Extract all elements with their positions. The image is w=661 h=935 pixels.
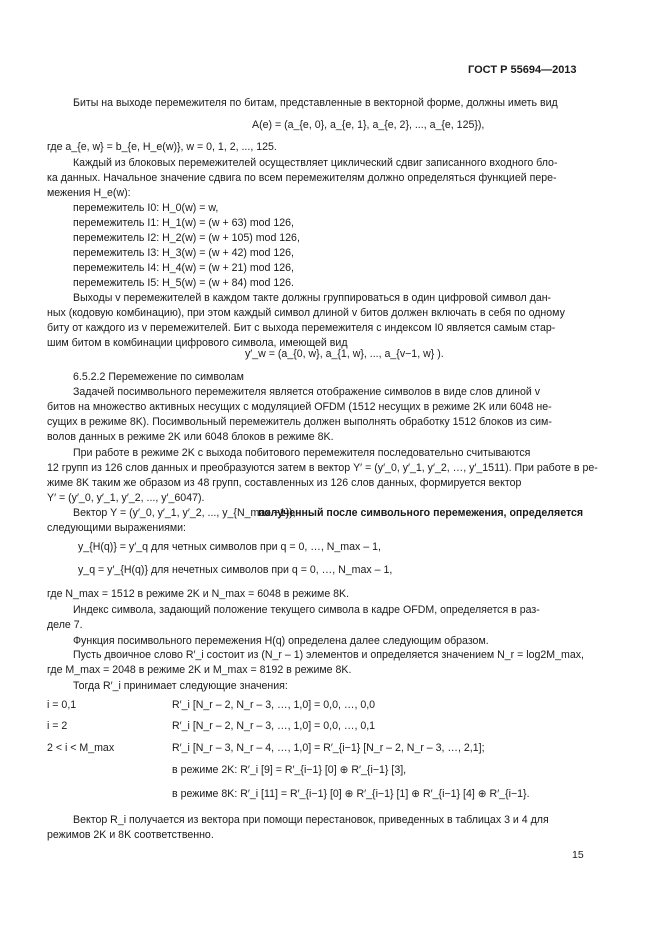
equation-a-vector: A(e) = (a_{e, 0}, a_{e, 1}, a_{e, 2}, ..., a_{e, 125}), (252, 119, 485, 131)
paragraph-2k-mode-2: 12 групп из 126 слов данных и преобразуются затем в вектор Y′ = (y′_0, y′_1, y′_2, …, y′_1511). При работе в ре- (47, 462, 598, 474)
paragraph-outputs-1: Выходы v перемежителей в каждом такте должны группироваться в один цифровой символ дан- (73, 292, 552, 304)
where-nmax-definition: где N_max = 1512 в режиме 2K и N_max = 6048 в режиме 8K. (47, 588, 350, 600)
value-i-2: R′_i [N_r – 2, N_r – 3, …, 1,0] = 0,0, …, 0,1 (172, 720, 376, 732)
paragraph-block-interleavers-3: межения H_e(w): (47, 187, 131, 199)
paragraph-ri-values: Тогда R′_i принимает следующие значения: (73, 680, 288, 692)
paragraph-symbol-index-1: Индекс символа, задающий положение текущего символа в кадре OFDM, определяется в раз- (73, 604, 540, 616)
paragraph-2k-mode-4: Y′ = (y′_0, y′_1, y′_2, ..., y′_6047). (47, 492, 205, 504)
value-i-general: R′_i [N_r – 3, N_r – 4, …, 1,0] = R′_{i−1} [N_r – 2, N_r – 3, …, 2,1]; (172, 742, 485, 754)
paragraph-symbol-interleaver-2: битов на множество активных несущих с модуляцией OFDM (1512 несущих в режиме 2K или 6048 не- (47, 401, 552, 413)
paragraph-outputs-3: биту от каждого из v перемежителей. Бит с выхода перемежителя с индексом I0 является самым стар- (47, 322, 556, 334)
interleaver-i3: перемежитель I3: H_3(w) = (w + 42) mod 126, (73, 247, 294, 259)
paragraph-2k-mode-3: жиме 8K таким же образом из 48 групп, составленных из 126 слов данных, формируется вектор (47, 477, 522, 489)
paragraph-symbol-interleaver-4: волов данных в режиме 2K или 6048 блоков в режиме 8K. (47, 431, 334, 443)
paragraph-outputs-2: ных (кодовую комбинацию), при этом каждый символ длиной v битов должен включать в себя по одному (47, 307, 565, 319)
where-a-definition: где a_{e, w} = b_{e, H_e(w)}, w = 0, 1, 2, ..., 125. (47, 141, 277, 153)
equation-odd-symbols: y_q = y′_{H(q)} для нечетных символов при q = 0, …, N_max – 1, (78, 564, 393, 576)
document-header: ГОСТ Р 55694—2013 (468, 64, 577, 76)
page-number: 15 (572, 849, 584, 861)
vector-y-description: полученный после символьного перемежения, определяется (258, 507, 584, 519)
paragraph-binary-word-2: где M_max = 2048 в режиме 2K и M_max = 8192 в режиме 8K. (47, 664, 352, 676)
interleaver-i2: перемежитель I2: H_2(w) = (w + 105) mod 126, (73, 232, 300, 244)
paragraph-bits-output: Биты на выходе перемежителя по битам, представленные в векторной форме, должны иметь вид (73, 97, 558, 109)
interleaver-i0: перемежитель I0: H_0(w) = w, (73, 202, 219, 214)
paragraph-block-interleavers-1: Каждый из блоковых перемежителей осуществляет циклический сдвиг записанного входного бло- (73, 157, 558, 169)
section-heading-6-5-2-2: 6.5.2.2 Перемежение по символам (73, 371, 244, 383)
equation-even-symbols: y_{H(q)} = y′_q для четных символов при q = 0, …, N_max – 1, (78, 541, 381, 553)
condition-i-2: i = 2 (47, 720, 68, 732)
paragraph-symbol-interleaver-3: сущих в режиме 8K). Посимвольный перемежитель должен выполнять обработку 1512 блоков из сим- (47, 416, 552, 428)
paragraph-function-hq: Функция посимвольного перемежения H(q) определена далее следующим образом. (73, 635, 489, 647)
paragraph-2k-mode-1: При работе в режиме 2K с выхода побитового перемежителя последовательно считываются (73, 447, 531, 459)
paragraph-vector-ri-2: режимов 2K и 8K соответственно. (47, 829, 214, 841)
value-mode-8k: в режиме 8K: R′_i [11] = R′_{i−1} [0] ⊕ R′_{i−1} [1] ⊕ R′_{i−1} [4] ⊕ R′_{i−1}. (172, 788, 530, 800)
paragraph-symbol-interleaver-1: Задачей посимвольного перемежителя является отображение символов в виде слов длиной v (73, 386, 541, 398)
interleaver-i1: перемежитель I1: H_1(w) = (w + 63) mod 126, (73, 217, 294, 229)
paragraph-binary-word-1: Пусть двоичное слово R′_i состоит из (N_r – 1) элементов и определяется значением N_r = log2M_max, (73, 649, 584, 661)
paragraph-outputs-4: шим битом в комбинации цифрового символа, имеющей вид (47, 337, 348, 349)
paragraph-vector-ri-1: Вектор R_i получается из вектора при помощи перестановок, приведенных в таблицах 3 и 4 для (73, 814, 549, 826)
equation-y-word: y′_w = (a_{0, w}, a_{1, w}, ..., a_{v−1, w} ). (245, 348, 444, 360)
value-mode-2k: в режиме 2K: R′_i [9] = R′_{i−1} [0] ⊕ R′_{i−1} [3], (172, 764, 407, 776)
condition-i-0-1: i = 0,1 (47, 699, 77, 711)
interleaver-i5: перемежитель I5: H_5(w) = (w + 84) mod 126. (73, 277, 294, 289)
interleaver-i4: перемежитель I4: H_4(w) = (w + 21) mod 126, (73, 262, 294, 274)
paragraph-symbol-index-2: деле 7. (47, 619, 83, 631)
condition-i-general: 2 < i < M_max (47, 742, 115, 754)
vector-y-definition: Вектор Y = (y′_0, y′_1, y′_2, ..., y_{N_max −1}), (73, 507, 296, 519)
paragraph-block-interleavers-2: ка данных. Начальное значение сдвига по всем перемежителям должно определяться функцией пере- (47, 172, 557, 184)
value-i-0-1: R′_i [N_r – 2, N_r – 3, …, 1,0] = 0,0, …, 0,0 (172, 699, 376, 711)
paragraph-expressions-intro: следующими выражениями: (47, 522, 186, 534)
